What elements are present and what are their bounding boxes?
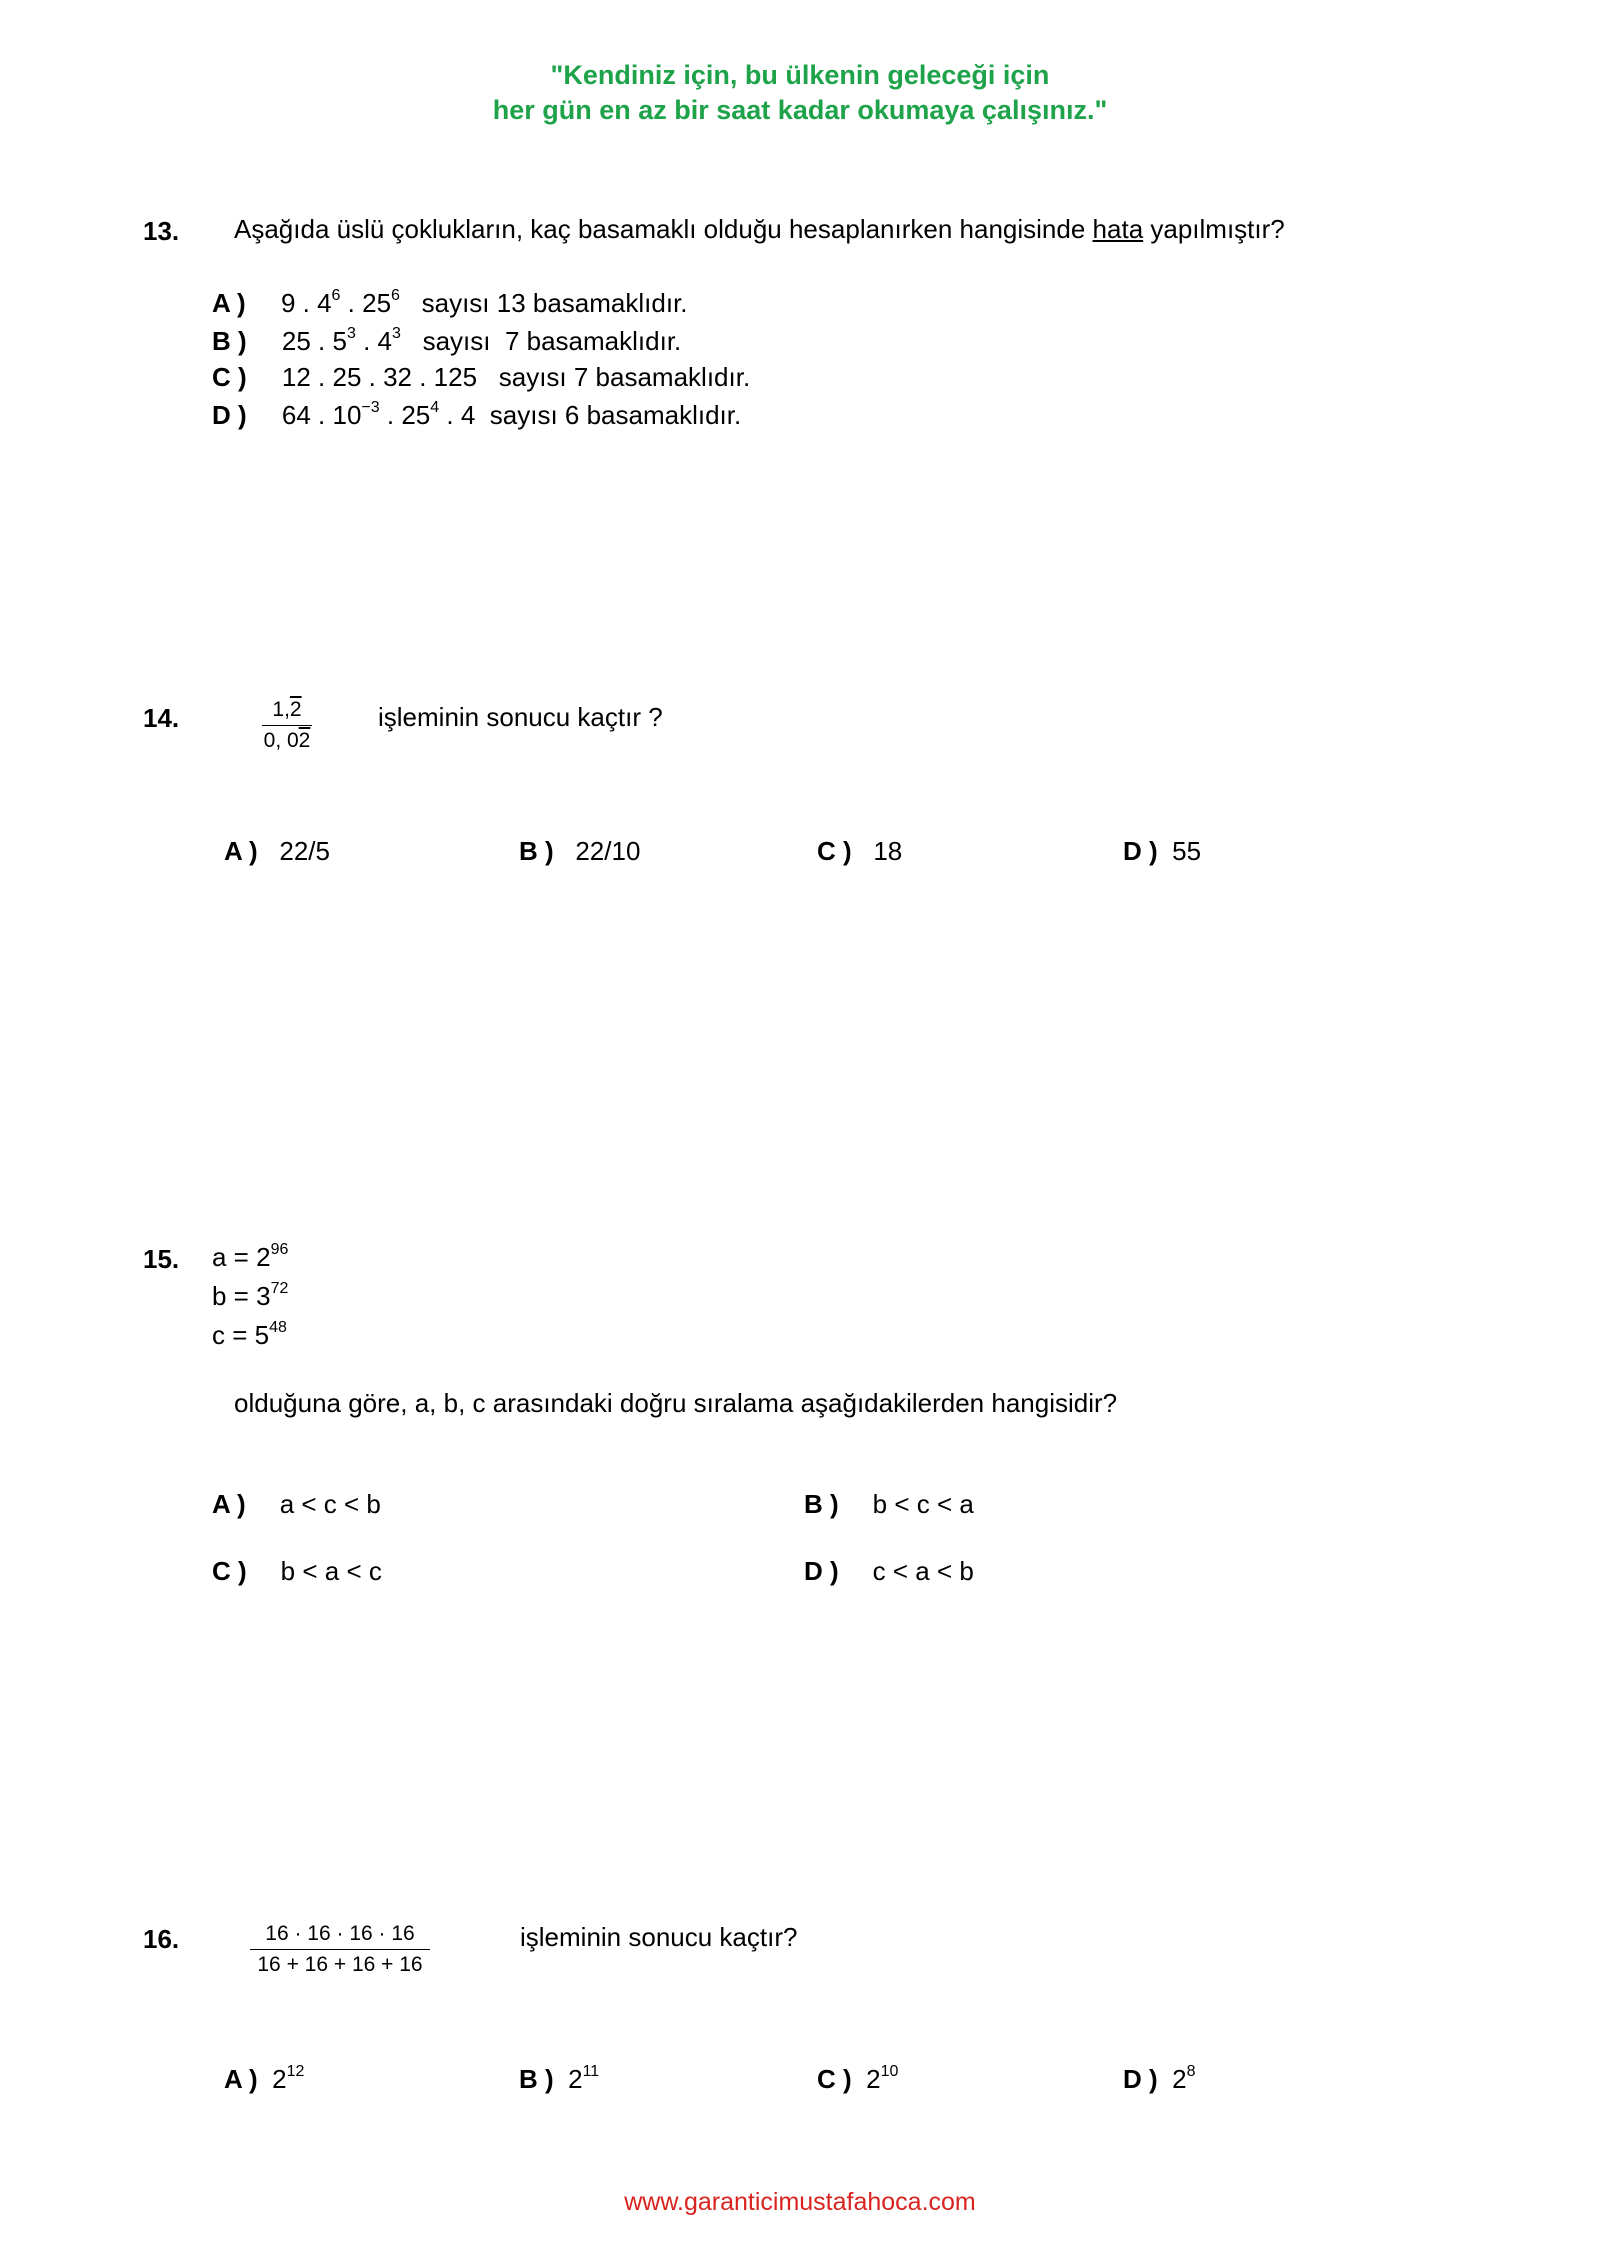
option-exponent: 3: [392, 325, 401, 342]
option-base: 2: [568, 2064, 583, 2094]
option-label: D ): [212, 400, 247, 430]
question-14-option-a[interactable]: [224, 836, 330, 867]
option-text: sayısı 13 basamaklıdır.: [399, 288, 688, 318]
fraction-numerator: 16 · 16 · 16 · 16: [265, 1922, 415, 1945]
option-value: 55: [1172, 836, 1202, 866]
question-15-prompt: olduğuna göre, a, b, c arasındaki doğru sıralama aşağıdakilerden hangisidir?: [234, 1388, 1118, 1418]
definition-base: b = 3: [212, 1281, 271, 1311]
option-exponent: 12: [286, 2063, 305, 2080]
option-exponent: 6: [331, 287, 341, 304]
option-value: 22/10: [575, 836, 641, 866]
question-13-prompt-tail: yapılmıştır?: [1143, 214, 1285, 244]
option-label: C ): [212, 1556, 247, 1586]
option-value: 22/5: [279, 836, 330, 866]
option-label: B ): [212, 326, 247, 356]
numerator-integer: 1,: [272, 698, 290, 721]
question-13-option-c[interactable]: [212, 362, 750, 393]
denominator-integer: 0, 0: [263, 729, 299, 752]
question-16-number: 16.: [143, 1924, 180, 1954]
option-label: C ): [212, 362, 247, 392]
option-label: B ): [519, 836, 554, 866]
header-quote-line-1: "Kendiniz için, bu ülkenin geleceği için: [550, 60, 1050, 90]
numerator-repeating: 2: [289, 698, 302, 721]
option-term: 9 . 4: [280, 288, 332, 318]
option-term: 25 . 5: [281, 326, 347, 356]
option-term: 64 . 10: [281, 400, 362, 430]
option-exponent: 10: [880, 2063, 899, 2080]
question-14-number: 14.: [143, 703, 180, 733]
option-term: . 4: [355, 326, 393, 356]
option-exponent: 11: [582, 2063, 600, 2080]
option-text: sayısı 7 basamaklıdır.: [400, 326, 682, 356]
option-label: D ): [1123, 2064, 1158, 2094]
question-15-option-b[interactable]: [804, 1489, 974, 1520]
option-label: A ): [212, 288, 246, 318]
option-exponent: 4: [430, 399, 440, 416]
option-exponent: −3: [361, 399, 380, 416]
option-text: sayısı 6 basamaklıdır.: [475, 400, 742, 430]
option-label: C ): [817, 836, 852, 866]
question-16-option-b[interactable]: [519, 2064, 599, 2095]
option-base: 2: [1172, 2064, 1187, 2094]
option-base: 2: [272, 2064, 287, 2094]
question-16-option-a[interactable]: [224, 2064, 304, 2095]
question-16-prompt: işleminin sonucu kaçtır?: [520, 1922, 798, 1952]
option-label: D ): [1123, 836, 1158, 866]
question-14-prompt: işleminin sonucu kaçtır ?: [378, 702, 663, 732]
fraction-numerator: [262, 698, 312, 722]
option-value: 18: [873, 836, 903, 866]
question-14-option-d[interactable]: [1123, 836, 1201, 867]
option-term: . 4: [439, 400, 476, 430]
question-13-option-a[interactable]: [212, 288, 688, 319]
option-value: a < c < b: [279, 1489, 381, 1519]
option-term: . 25: [340, 288, 392, 318]
question-15-def-a: [212, 1242, 288, 1273]
question-16-fraction: [250, 1922, 430, 1977]
question-13-prompt-text: Aşağıda üslü çoklukların, kaç basamaklı olduğu hesaplanırken hangisinde: [234, 214, 1093, 244]
question-16-option-c[interactable]: [817, 2064, 898, 2095]
question-14-option-b[interactable]: [519, 836, 640, 867]
option-label: A ): [224, 2064, 258, 2094]
question-13-prompt: [234, 214, 1285, 245]
fraction-denominator: [262, 729, 312, 753]
question-15-def-c: [212, 1320, 287, 1351]
definition-exponent: 96: [270, 1241, 289, 1258]
option-label: C ): [817, 2064, 852, 2094]
definition-base: a = 2: [212, 1242, 271, 1272]
option-label: B ): [804, 1489, 839, 1519]
question-14-fraction: [262, 698, 312, 753]
option-exponent: 3: [346, 325, 356, 342]
option-label: B ): [519, 2064, 554, 2094]
fraction-bar: [250, 1949, 430, 1950]
fraction-bar: [262, 725, 312, 726]
question-16-option-d[interactable]: [1123, 2064, 1196, 2095]
fraction-denominator: 16 + 16 + 16 + 16: [257, 1953, 423, 1976]
option-exponent: 8: [1186, 2063, 1196, 2080]
definition-base: c = 5: [212, 1320, 270, 1350]
option-text: sayısı 7 basamaklıdır.: [477, 362, 751, 392]
option-value: b < c < a: [872, 1489, 974, 1519]
question-15-number: 15.: [143, 1244, 180, 1274]
question-15-option-d[interactable]: [804, 1556, 974, 1587]
question-15-option-a[interactable]: [212, 1489, 381, 1520]
option-value: b < a < c: [280, 1556, 382, 1586]
question-13-prompt-underlined: hata: [1092, 214, 1144, 244]
option-base: 2: [866, 2064, 881, 2094]
denominator-repeating: 2: [298, 729, 311, 752]
option-label: D ): [804, 1556, 839, 1586]
question-13-option-b[interactable]: [212, 326, 681, 357]
option-term: 12 . 25 . 32 . 125: [281, 362, 478, 392]
question-13-number: 13.: [143, 216, 180, 246]
question-15-option-c[interactable]: [212, 1556, 382, 1587]
option-label: A ): [224, 836, 258, 866]
question-15-def-b: [212, 1281, 288, 1312]
option-label: A ): [212, 1489, 246, 1519]
option-value: c < a < b: [872, 1556, 974, 1586]
footer-website-link[interactable]: www.garanticimustafahoca.com: [624, 2188, 976, 2216]
definition-exponent: 72: [270, 1280, 289, 1297]
option-exponent: 6: [391, 287, 400, 304]
header-quote-line-2: her gün en az bir saat kadar okumaya çalışınız.": [492, 95, 1108, 125]
question-14-option-c[interactable]: [817, 836, 902, 867]
definition-exponent: 48: [269, 1319, 287, 1336]
option-term: . 25: [379, 400, 431, 430]
question-13-option-d[interactable]: [212, 400, 741, 431]
